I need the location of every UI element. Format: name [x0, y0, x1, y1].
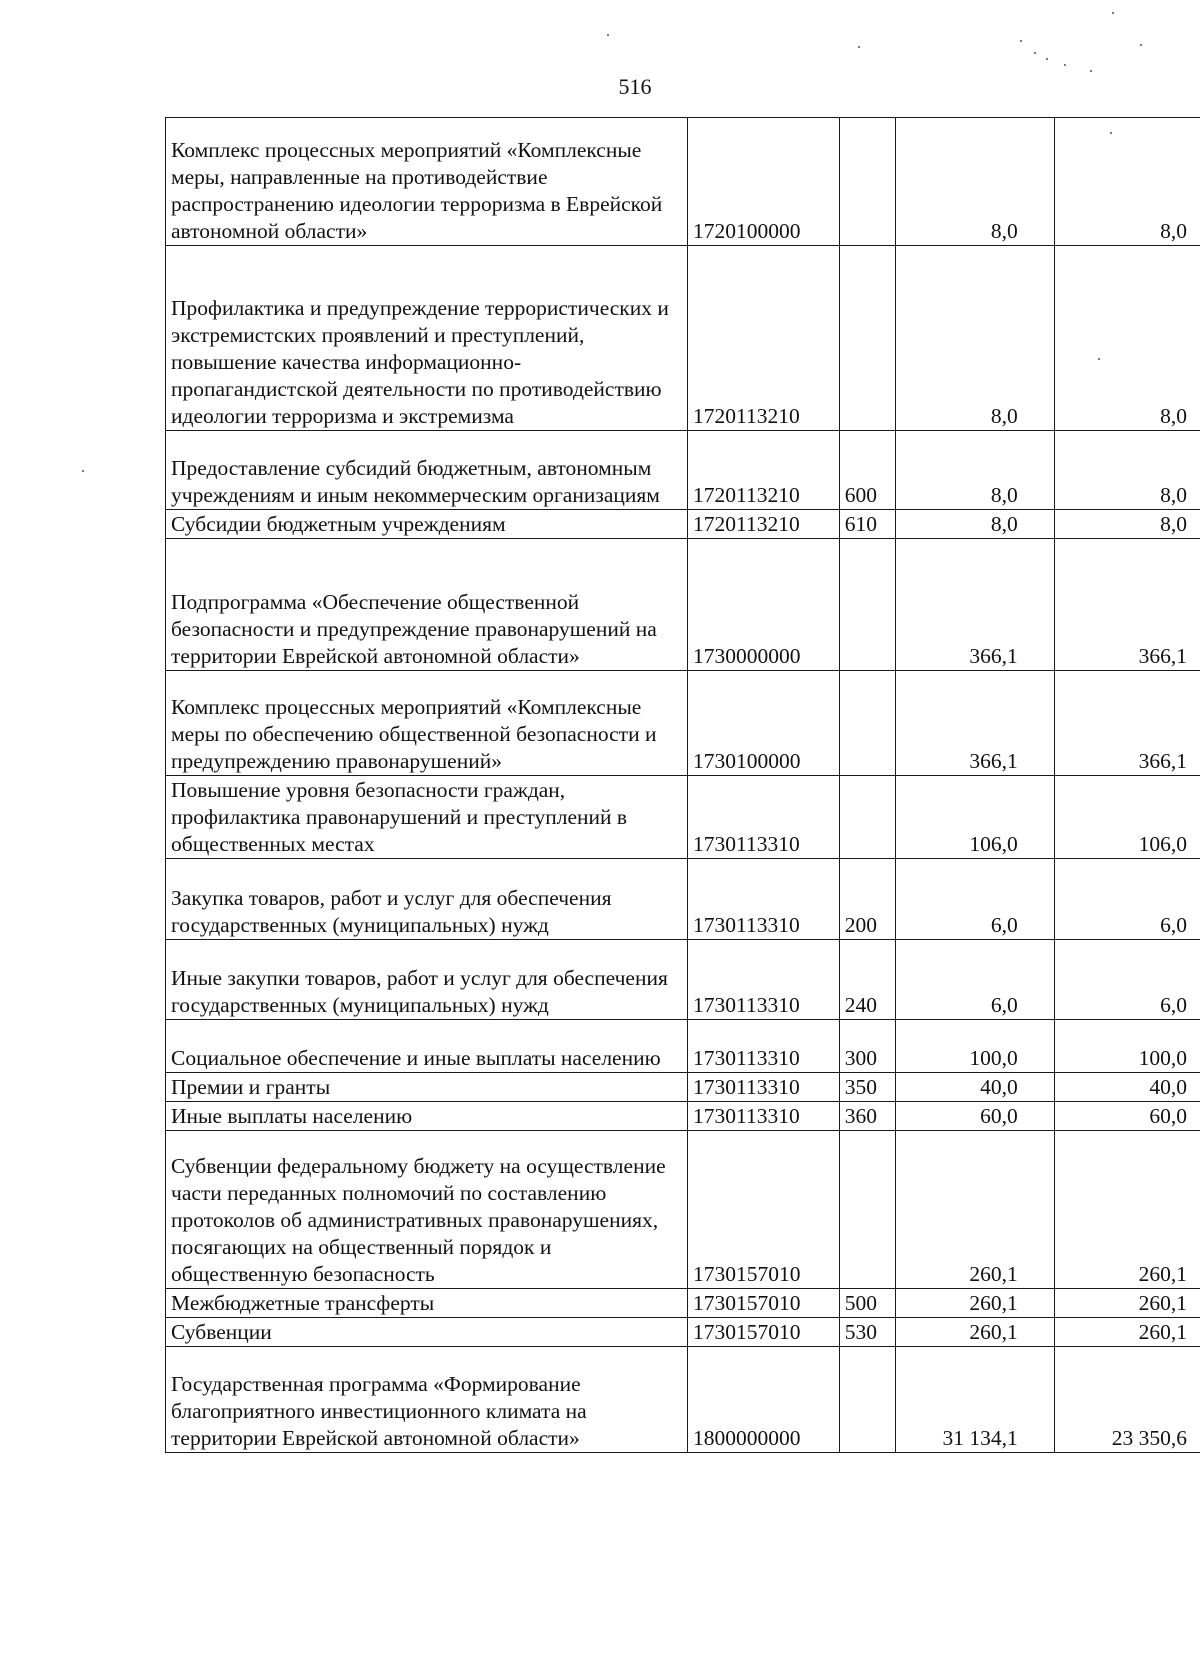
- table-row: [166, 776, 1200, 859]
- scan-speck: [1110, 132, 1112, 134]
- row-value2: 260,1: [1054, 1131, 1200, 1289]
- row-value2: 260,1: [1054, 1289, 1200, 1318]
- row-code: 1730100000: [688, 671, 840, 776]
- row-value2: 366,1: [1054, 539, 1200, 671]
- scan-speck: [607, 34, 609, 36]
- row-type: [839, 246, 895, 431]
- row-type: [839, 118, 895, 246]
- table-row: [166, 1318, 1200, 1347]
- row-value1: 366,1: [895, 539, 1054, 671]
- row-value2: 40,0: [1054, 1073, 1200, 1102]
- row-name: Подпрограмма «Обеспечение общественной безопасности и предупреждение правонарушений на территории Еврейской автономной области»: [166, 539, 688, 671]
- row-value2: 60,0: [1054, 1102, 1200, 1131]
- row-value1: 8,0: [895, 510, 1054, 539]
- row-type: [839, 671, 895, 776]
- row-name: Субвенции федеральному бюджету на осуществление части переданных полномочий по составлению протоколов об административных правонарушениях, посягающих на общественный порядок и общественную безопасность: [166, 1131, 688, 1289]
- table-row: [166, 859, 1200, 940]
- row-code: 1730113310: [688, 940, 840, 1020]
- row-name: Премии и гранты: [166, 1073, 688, 1102]
- table-row: [166, 1131, 1200, 1289]
- row-type: [839, 1347, 895, 1453]
- table-row: [166, 510, 1200, 539]
- row-code: 1720113210: [688, 246, 840, 431]
- row-value1: 366,1: [895, 671, 1054, 776]
- row-type: 350: [839, 1073, 895, 1102]
- row-value1: 31 134,1: [895, 1347, 1054, 1453]
- row-type: [839, 539, 895, 671]
- row-type: 360: [839, 1102, 895, 1131]
- table-row: [166, 118, 1200, 246]
- row-value1: 6,0: [895, 940, 1054, 1020]
- row-code: 1730113310: [688, 1020, 840, 1073]
- row-value1: 6,0: [895, 859, 1054, 940]
- table-row: [166, 431, 1200, 510]
- row-code: 1730157010: [688, 1131, 840, 1289]
- row-value2: 366,1: [1054, 671, 1200, 776]
- row-value2: 6,0: [1054, 859, 1200, 940]
- scan-speck: [1090, 70, 1092, 72]
- row-value2: 23 350,6: [1054, 1347, 1200, 1453]
- row-type: [839, 776, 895, 859]
- row-name: Комплекс процессных мероприятий «Комплексные меры, направленные на противодействие распространению идеологии терроризма в Еврейской автономной области»: [166, 118, 688, 246]
- row-value2: 8,0: [1054, 431, 1200, 510]
- row-type: 240: [839, 940, 895, 1020]
- row-value1: 260,1: [895, 1289, 1054, 1318]
- row-value2: 260,1: [1054, 1318, 1200, 1347]
- row-value2: 8,0: [1054, 510, 1200, 539]
- table-row: [166, 671, 1200, 776]
- row-value1: 106,0: [895, 776, 1054, 859]
- row-name: Субвенции: [166, 1318, 688, 1347]
- row-name: Иные закупки товаров, работ и услуг для обеспечения государственных (муниципальных) нужд: [166, 940, 688, 1020]
- row-value1: 40,0: [895, 1073, 1054, 1102]
- row-code: 1730113310: [688, 1102, 840, 1131]
- row-value2: 8,0: [1054, 118, 1200, 246]
- row-code: 1730113310: [688, 859, 840, 940]
- row-code: 1730000000: [688, 539, 840, 671]
- row-type: 610: [839, 510, 895, 539]
- scan-speck: [1112, 12, 1114, 14]
- budget-table: [165, 117, 1200, 1453]
- row-code: 1730113310: [688, 776, 840, 859]
- row-name: Межбюджетные трансферты: [166, 1289, 688, 1318]
- row-name: Социальное обеспечение и иные выплаты населению: [166, 1020, 688, 1073]
- row-code: 1800000000: [688, 1347, 840, 1453]
- scan-speck: [1046, 58, 1048, 60]
- row-code: 1730113310: [688, 1073, 840, 1102]
- table-row: [166, 940, 1200, 1020]
- row-type: 530: [839, 1318, 895, 1347]
- table-row: [166, 246, 1200, 431]
- row-name: Профилактика и предупреждение террористических и экстремистских проявлений и преступлений, повышение качества информационно-пропагандистской деятельности по противодействию идеологии терроризма и экстремизма: [166, 246, 688, 431]
- row-value2: 8,0: [1054, 246, 1200, 431]
- row-value1: 260,1: [895, 1318, 1054, 1347]
- table-row: [166, 539, 1200, 671]
- row-name: Комплекс процессных мероприятий «Комплексные меры по обеспечению общественной безопасности и предупреждению правонарушений»: [166, 671, 688, 776]
- row-value1: 8,0: [895, 118, 1054, 246]
- scan-speck: [1098, 358, 1100, 360]
- row-name: Государственная программа «Формирование благоприятного инвестиционного климата на территории Еврейской автономной области»: [166, 1347, 688, 1453]
- row-value2: 100,0: [1054, 1020, 1200, 1073]
- row-name: Субсидии бюджетным учреждениям: [166, 510, 688, 539]
- row-value2: 106,0: [1054, 776, 1200, 859]
- scan-speck: [1064, 64, 1066, 66]
- row-type: 300: [839, 1020, 895, 1073]
- row-code: 1730157010: [688, 1289, 840, 1318]
- table-row: [166, 1020, 1200, 1073]
- row-value1: 60,0: [895, 1102, 1054, 1131]
- row-name: Предоставление субсидий бюджетным, автономным учреждениям и иным некоммерческим организациям: [166, 431, 688, 510]
- row-value1: 260,1: [895, 1131, 1054, 1289]
- row-type: [839, 1131, 895, 1289]
- row-value1: 8,0: [895, 246, 1054, 431]
- table-row: [166, 1289, 1200, 1318]
- scan-speck: [82, 470, 84, 472]
- row-name: Иные выплаты населению: [166, 1102, 688, 1131]
- scan-speck: [1034, 52, 1036, 54]
- row-code: 1730157010: [688, 1318, 840, 1347]
- row-name: Закупка товаров, работ и услуг для обеспечения государственных (муниципальных) нужд: [166, 859, 688, 940]
- page-number: 516: [618, 74, 652, 99]
- table-row: [166, 1073, 1200, 1102]
- scan-speck: [1140, 44, 1142, 46]
- row-type: 200: [839, 859, 895, 940]
- row-code: 1720113210: [688, 431, 840, 510]
- table-row: [166, 1102, 1200, 1131]
- row-name: Повышение уровня безопасности граждан, профилактика правонарушений и преступлений в общественных местах: [166, 776, 688, 859]
- row-code: 1720113210: [688, 510, 840, 539]
- row-type: 600: [839, 431, 895, 510]
- row-type: 500: [839, 1289, 895, 1318]
- row-code: 1720100000: [688, 118, 840, 246]
- table-row: [166, 1347, 1200, 1453]
- scan-speck: [858, 46, 860, 48]
- scan-speck: [1020, 40, 1022, 42]
- row-value1: 8,0: [895, 431, 1054, 510]
- row-value1: 100,0: [895, 1020, 1054, 1073]
- row-value2: 6,0: [1054, 940, 1200, 1020]
